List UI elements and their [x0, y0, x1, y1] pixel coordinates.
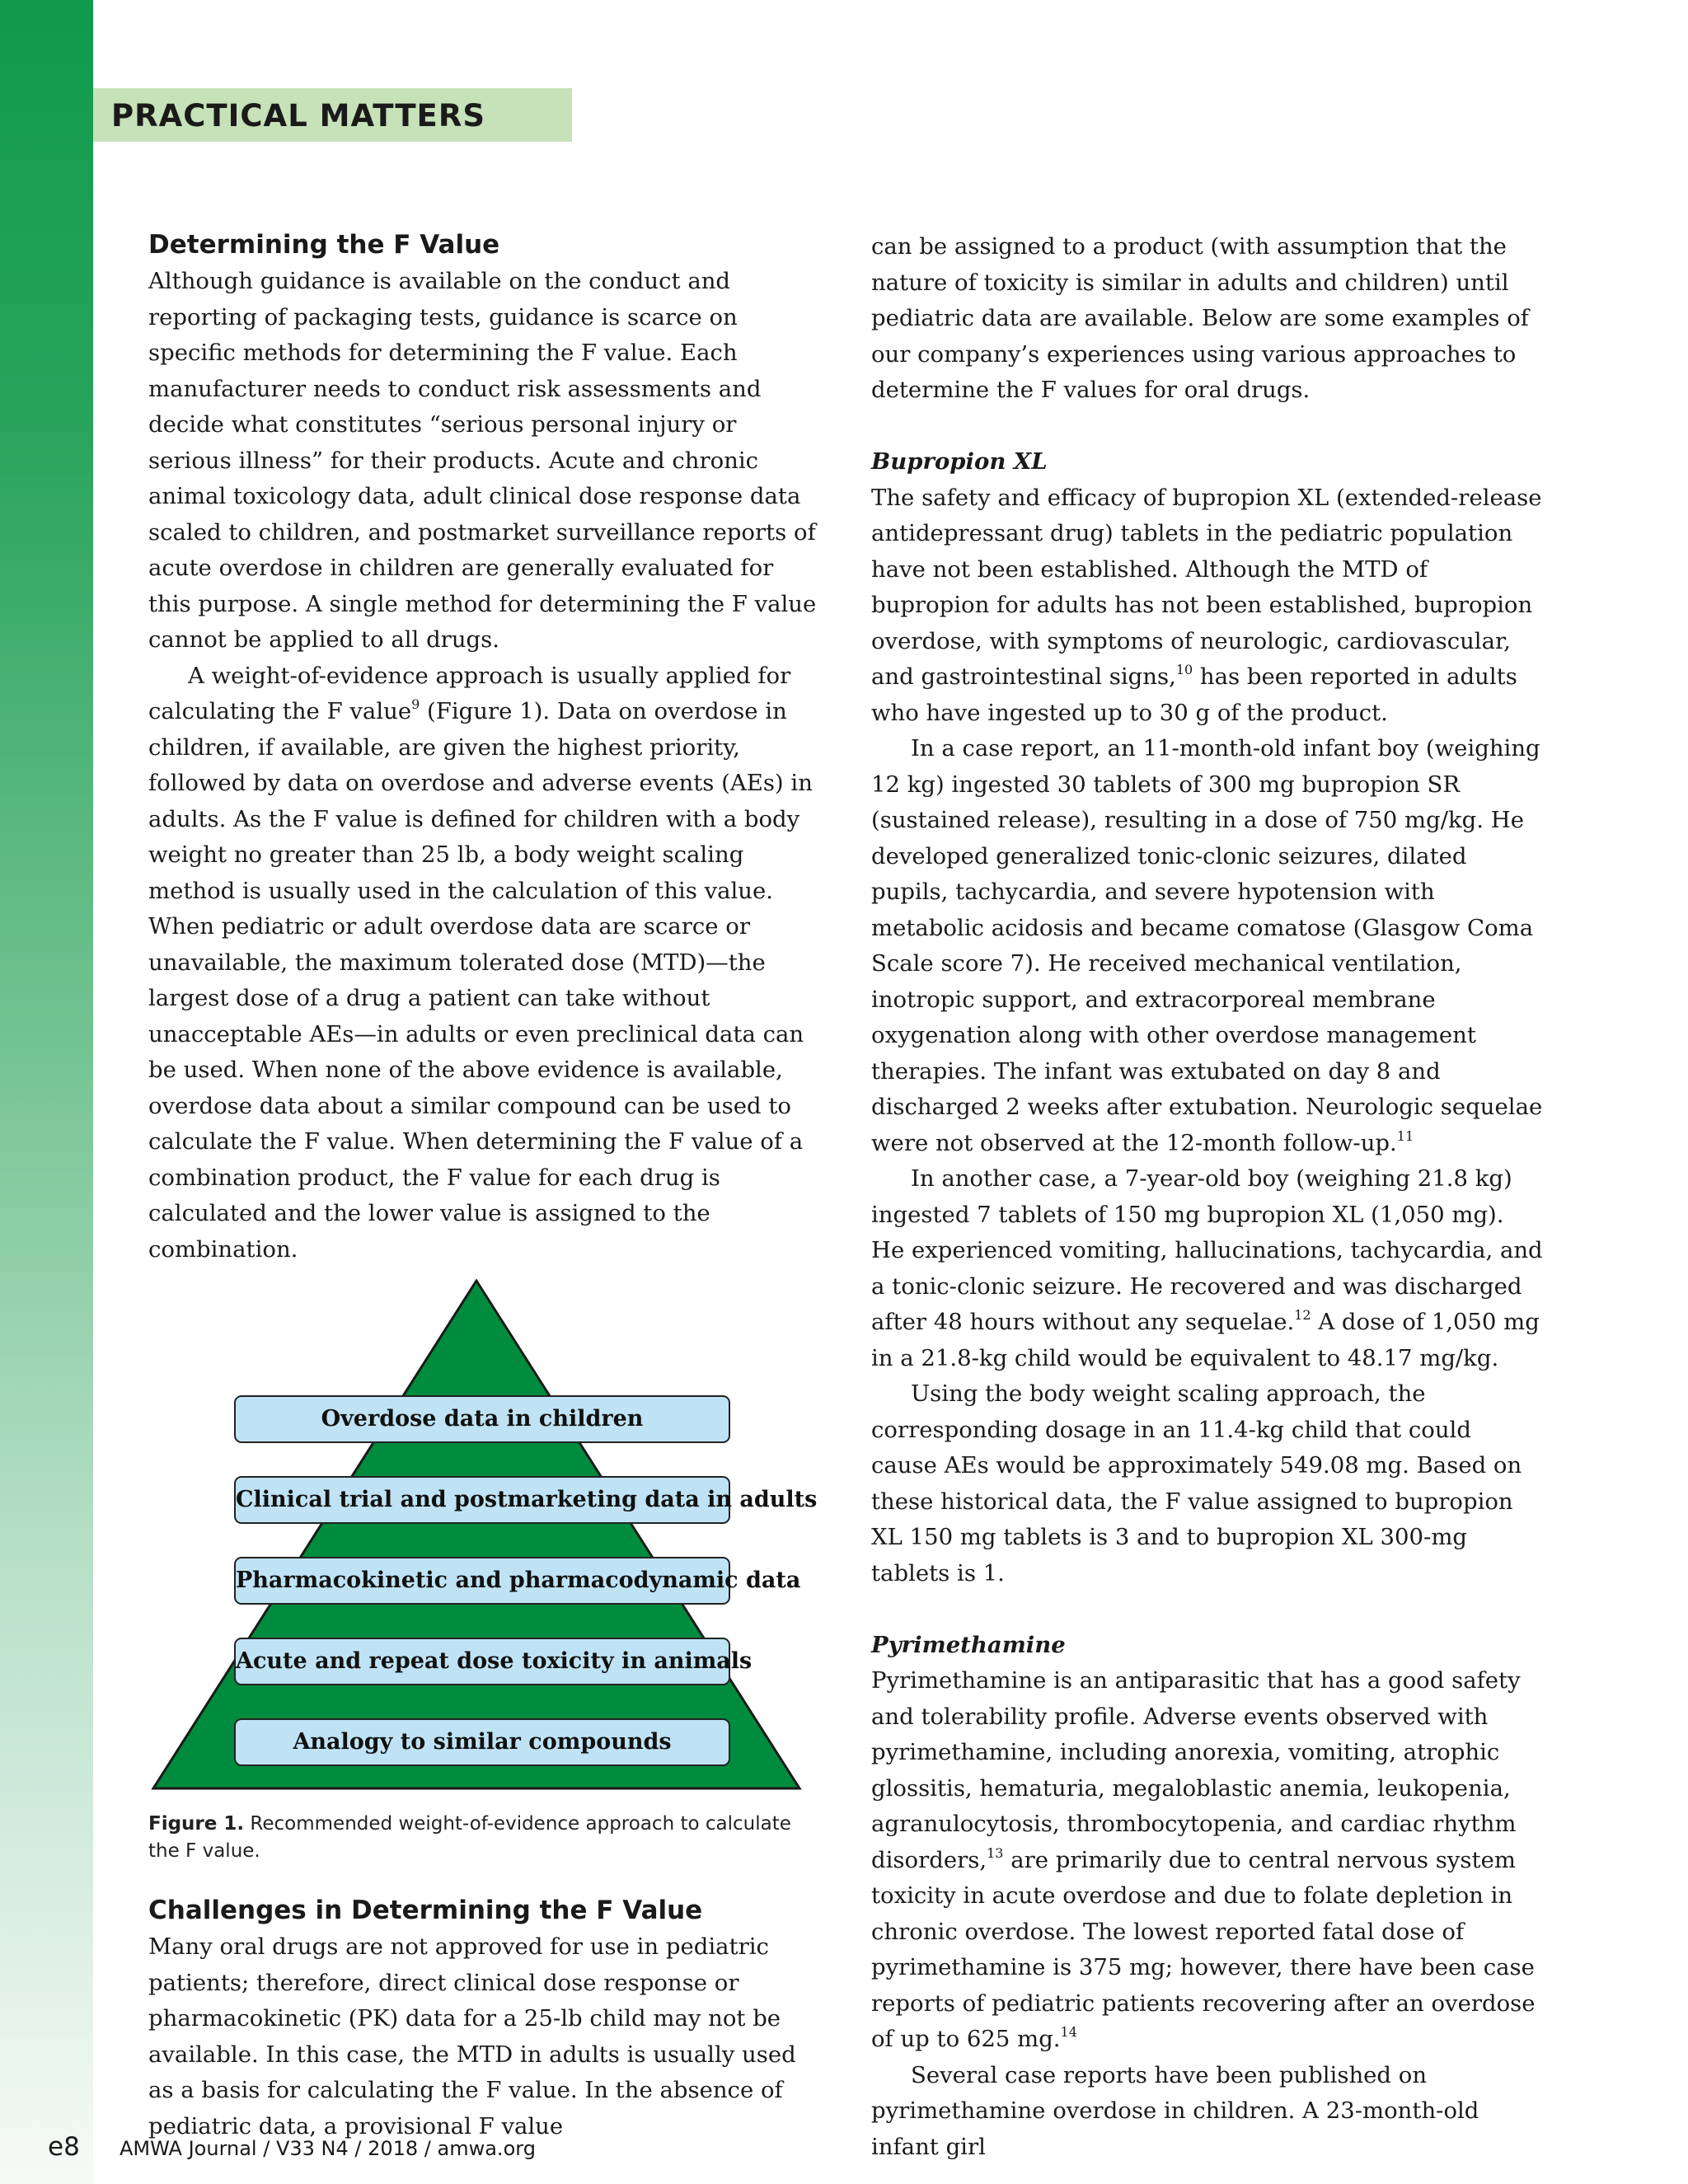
left-column [148, 229, 818, 2144]
tier-clinical-trial-adults: Clinical trial and postmarketing data in adults [234, 1476, 730, 1524]
paragraph: The safety and efficacy of bupropion XL (extended-release antidepressant drug) tablets in the pediatric population have not been established. Although the MTD of bupropion for adults has not been established, bupropion overdose, with symptoms of neurologic, cardiovascular, and gastrointestinal signs,$^{10}$ has been reported in adults who have ingested up to 30 g of the product. [871, 484, 1542, 726]
figure-caption: Figure 1. Recommended weight-of-evidence approach to calculate the F value. [148, 1813, 791, 1862]
tier-pk-pd-data: Pharmacokinetic and pharmacodynamic data [234, 1557, 730, 1605]
tier-animal-toxicity: Acute and repeat dose toxicity in animals [234, 1638, 730, 1685]
heading-determining-f-value: Determining the F Value [148, 230, 500, 260]
page-number: e8 [48, 2132, 80, 2162]
reference-number: 11 [1396, 1127, 1414, 1144]
paragraph: A weight-of-evidence approach is usually applied for calculating the F value$^9$ (Figure 1). Data on overdose in children, if available, are given the highest priority, followed by data on overdose and adverse events (AEs) in adults. As the F value is defined for children with a body weight no greater than 25 lb, a body weight scaling method is usually used in the calculation of this value. When pediatric or adult overdose data are scarce or unavailable, the maximum tolerated dose (MTD)—the largest dose of a drug a patient can take without unacceptable AEs—in adults or even preclinical data can be used. When none of the above evidence is available, overdose data about a similar compound can be used to calculate the F value. When determining the F value of a combination product, the F value for each drug is calculated and the lower value is assigned to the combination. [148, 662, 813, 1263]
paragraph: Several case reports have been published on pyrimethamine overdose in children. A 23-month-old infant girl [871, 2061, 1479, 2160]
tier-analogy-compounds: Analogy to similar compounds [234, 1718, 730, 1766]
reference-number: 10 [1175, 662, 1193, 677]
heading-challenges: Challenges in Determining the F Value [148, 1896, 703, 1925]
side-color-bar [0, 0, 93, 2184]
paragraph: Pyrimethamine is an antiparasitic that has a good safety and tolerability profile. Adverse events observed with pyrimethamine, including anorexia, vomiting, atrophic glossitis, hematuria, megaloblastic anemia, leukopenia, agranulocytosis, thrombocytopenia, and cardiac rhythm disorders,$^{13}$ are primarily due to central nervous system toxicity in acute overdose and due to folate depletion in chronic overdose. The lowest reported fatal dose of pyrimethamine is 375 mg; however, there have been case reports of pediatric patients recovering after an overdose of up to 625 mg.$^{14}$ [871, 1667, 1536, 2052]
paragraph: can be assigned to a product (with assumption that the nature of toxicity is similar in adults and children) until pediatric data are available. Below are some examples of our company’s experiences using various approaches to determine the F values for oral drugs. [871, 233, 1529, 403]
paragraph: In a case report, an 11-month-old infant boy (weighing 12 kg) ingested 30 tablets of 300 mg bupropion SR (sustained release), resulting in a dose of 750 mg/kg. He developed generalized tonic-clonic seizures, dilated pupils, tachycardia, and severe hypotension with metabolic acidosis and became comatose (Glasgow Coma Scale score 7). He received mechanical ventilation, inotropic support, and extracorporeal membrane oxygenation along with other overdose management therapies. The infant was extubated on day 8 and discharged 2 weeks after extubation. Neurologic sequelae were not observed at the 12-month follow-up.$^{11}$ [871, 735, 1543, 1156]
paragraph: Although guidance is available on the conduct and reporting of packaging tests, guidance is scarce on specific methods for determining the F value. Each manufacturer needs to conduct risk assessments and decide what constitutes “serious personal injury or serious illness” for their products. Acute and chronic animal toxicology data, adult clinical dose response data scaled to children, and postmarket surveillance reports of acute overdose in children are generally evaluated for this purpose. A single method for determining the F value cannot be applied to all drugs. [148, 268, 817, 653]
figure-1 [148, 1279, 818, 1811]
paragraph: In another case, a 7-year-old boy (weighing 21.8 kg) ingested 7 tablets of 150 mg bupropion XL (1,050 mg). He experienced vomiting, hallucinations, tachycardia, and a tonic-clonic seizure. He recovered and was discharged after 48 hours without any sequelae.$^{12}$ A dose of 1,050 mg in a 21.8-kg child would be equivalent to 48.17 mg/kg. [871, 1165, 1543, 1371]
tier-overdose-children: Overdose data in children [234, 1395, 730, 1443]
reference-number: 12 [1294, 1307, 1311, 1323]
paragraph: Using the body weight scaling approach, the corresponding dosage in an 11.4-kg child that could cause AEs would be approximately 549.08 mg. Based on these historical data, the F value assigned to bupropion XL 150 mg tablets is 3 and to bupropion XL 300-mg tablets is 1. [871, 1380, 1522, 1586]
paragraph: Many oral drugs are not approved for use in pediatric patients; therefore, direct clinical dose response or pharmacokinetic (PK) data for a 25-lb child may not be available. In this case, the MTD in adults is usually used as a basis for calculating the F value. In the absence of pediatric data, a provisional F value [148, 1933, 796, 2139]
reference-number: 13 [987, 1844, 1004, 1861]
right-column [871, 229, 1544, 2165]
footer-journal: AMWA Journal / V33 N4 / 2018 / amwa.org [120, 2137, 536, 2160]
pyramid-shape [153, 1281, 799, 1788]
heading-pyrimethamine: Pyrimethamine [871, 1631, 1066, 1658]
reference-number: 14 [1060, 2024, 1077, 2040]
section-header: PRACTICAL MATTERS [111, 98, 485, 134]
heading-bupropion: Bupropion XL [871, 448, 1048, 475]
reference-number: 9 [411, 696, 420, 712]
